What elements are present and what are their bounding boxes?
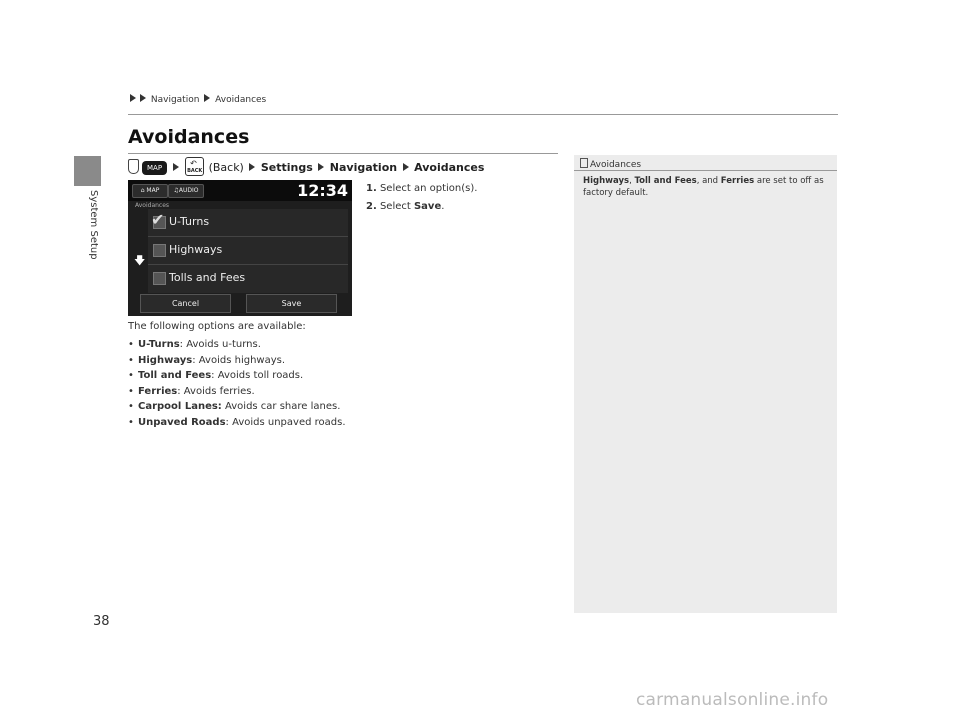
step-text: Select (379, 201, 414, 212)
note-divider (574, 170, 837, 171)
list-item: • Ferries: Avoids ferries. (128, 385, 255, 397)
step-number: 2. (366, 201, 377, 212)
home-icon (128, 159, 139, 174)
step-number: 1. (366, 183, 377, 194)
screen-cancel-button[interactable]: Cancel (140, 294, 231, 313)
screen-subtitle: Avoidances (135, 202, 170, 209)
step-keyword: Save (413, 201, 442, 212)
breadcrumb (128, 94, 266, 105)
arrow-icon (140, 94, 146, 102)
list-item: • Toll and Fees: Avoids toll roads. (128, 370, 304, 382)
checkmark-icon: ✔ (151, 210, 165, 229)
step-text: . (441, 201, 445, 212)
options-intro: The following options are available: (128, 321, 306, 332)
screen-save-button[interactable]: Save (246, 294, 337, 313)
screenshot-avoidances-screen (128, 180, 352, 316)
list-item: • Unpaved Roads: Avoids unpaved roads. (128, 416, 346, 428)
checkbox[interactable] (153, 272, 166, 285)
breadcrumb-navigation[interactable]: Navigation (150, 95, 200, 105)
screen-footer (140, 294, 336, 313)
screen-row-label: U-Turns (169, 215, 210, 228)
map-key-icon: MAP (142, 161, 167, 175)
page-title: Avoidances (128, 126, 250, 148)
screen-clock: 12:34 (297, 181, 348, 200)
path-settings: Settings (260, 161, 313, 174)
screen-row-tolls[interactable] (148, 265, 348, 292)
options-list (128, 337, 346, 431)
back-key-icon: ↶ BACK (187, 159, 203, 174)
note-icon (580, 158, 588, 168)
step-text: Select an option(s). (379, 183, 478, 194)
menu-path (128, 157, 484, 176)
list-item: • Carpool Lanes: Avoids car share lanes. (128, 401, 341, 413)
screen-row-label: Highways (169, 243, 223, 256)
arrow-icon (403, 163, 409, 171)
arrow-icon (130, 94, 136, 102)
screen-row-highways[interactable] (148, 237, 348, 265)
step-1 (366, 180, 477, 198)
note-body: Highways, Toll and Fees, and Ferries are set to off as factory default. (583, 176, 824, 198)
list-item: • U-Turns: Avoids u-turns. (128, 339, 261, 350)
arrow-icon (173, 163, 179, 171)
page-number: 38 (93, 614, 110, 629)
step-2 (366, 198, 477, 216)
arrow-icon (204, 94, 210, 102)
note-heading: Avoidances (580, 158, 641, 170)
header-divider (128, 114, 838, 115)
arrow-icon (249, 163, 255, 171)
screen-audio-button[interactable]: ♫AUDIO (168, 184, 204, 198)
path-avoidances: Avoidances (414, 161, 485, 174)
arrow-icon (318, 163, 324, 171)
side-note (574, 155, 837, 613)
path-navigation: Navigation (329, 161, 398, 174)
steps (366, 180, 477, 216)
section-tab (74, 156, 101, 186)
screen-row-label: Tolls and Fees (169, 271, 246, 284)
screen-row-u-turns[interactable] (148, 209, 348, 237)
screen-top-bar (128, 180, 352, 201)
scroll-down-icon[interactable]: 🡇 (134, 254, 146, 267)
path-back: (Back) (208, 161, 244, 174)
section-label: System Setup (88, 190, 99, 260)
back-key-label: BACK (187, 168, 203, 174)
checkbox[interactable] (153, 244, 166, 257)
watermark: carmanualsonline.info (636, 690, 829, 710)
title-divider (128, 153, 558, 154)
screen-option-list (148, 209, 348, 293)
breadcrumb-avoidances[interactable]: Avoidances (215, 95, 267, 105)
screen-map-button[interactable]: ⌂ MAP (132, 184, 168, 198)
list-item: • Highways: Avoids highways. (128, 354, 286, 366)
